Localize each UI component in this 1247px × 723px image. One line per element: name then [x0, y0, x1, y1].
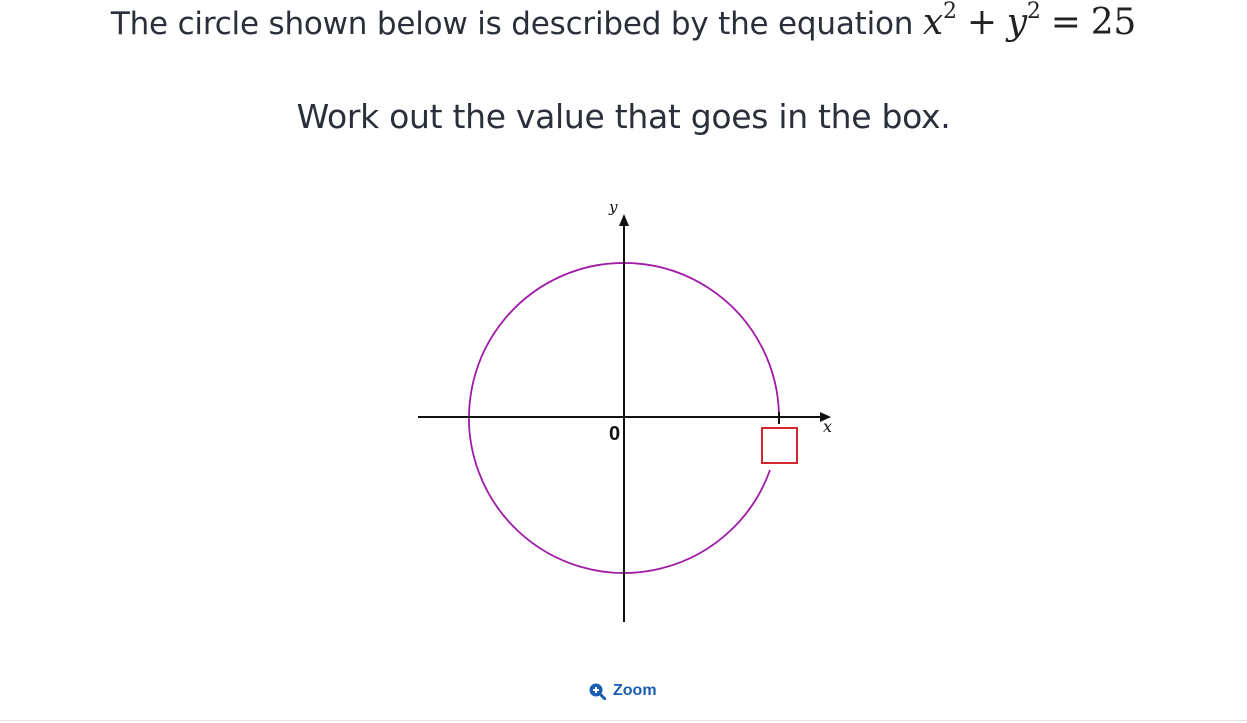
- y-axis-label: y: [609, 198, 618, 216]
- y-axis-arrow: [619, 214, 629, 226]
- zoom-label: Zoom: [613, 682, 657, 699]
- x-axis-label: x: [823, 417, 833, 436]
- bottom-divider: [0, 720, 1247, 721]
- zoom-in-icon: [589, 683, 606, 700]
- equation-x-exponent: 2: [943, 0, 957, 24]
- equation-plus: +: [966, 2, 997, 43]
- origin-label: 0: [609, 423, 621, 445]
- equation-y: y: [1006, 2, 1027, 43]
- equation-x: x: [922, 2, 943, 43]
- equation-rhs: 25: [1090, 2, 1137, 43]
- question-instruction: Work out the value that goes in the box.: [296, 97, 951, 136]
- zoom-button[interactable]: [589, 682, 657, 700]
- answer-box[interactable]: [762, 428, 797, 463]
- equation-y-exponent: 2: [1026, 0, 1041, 24]
- equation-equals: =: [1050, 2, 1081, 43]
- question-text: The circle shown below is described by the equation: [110, 6, 914, 42]
